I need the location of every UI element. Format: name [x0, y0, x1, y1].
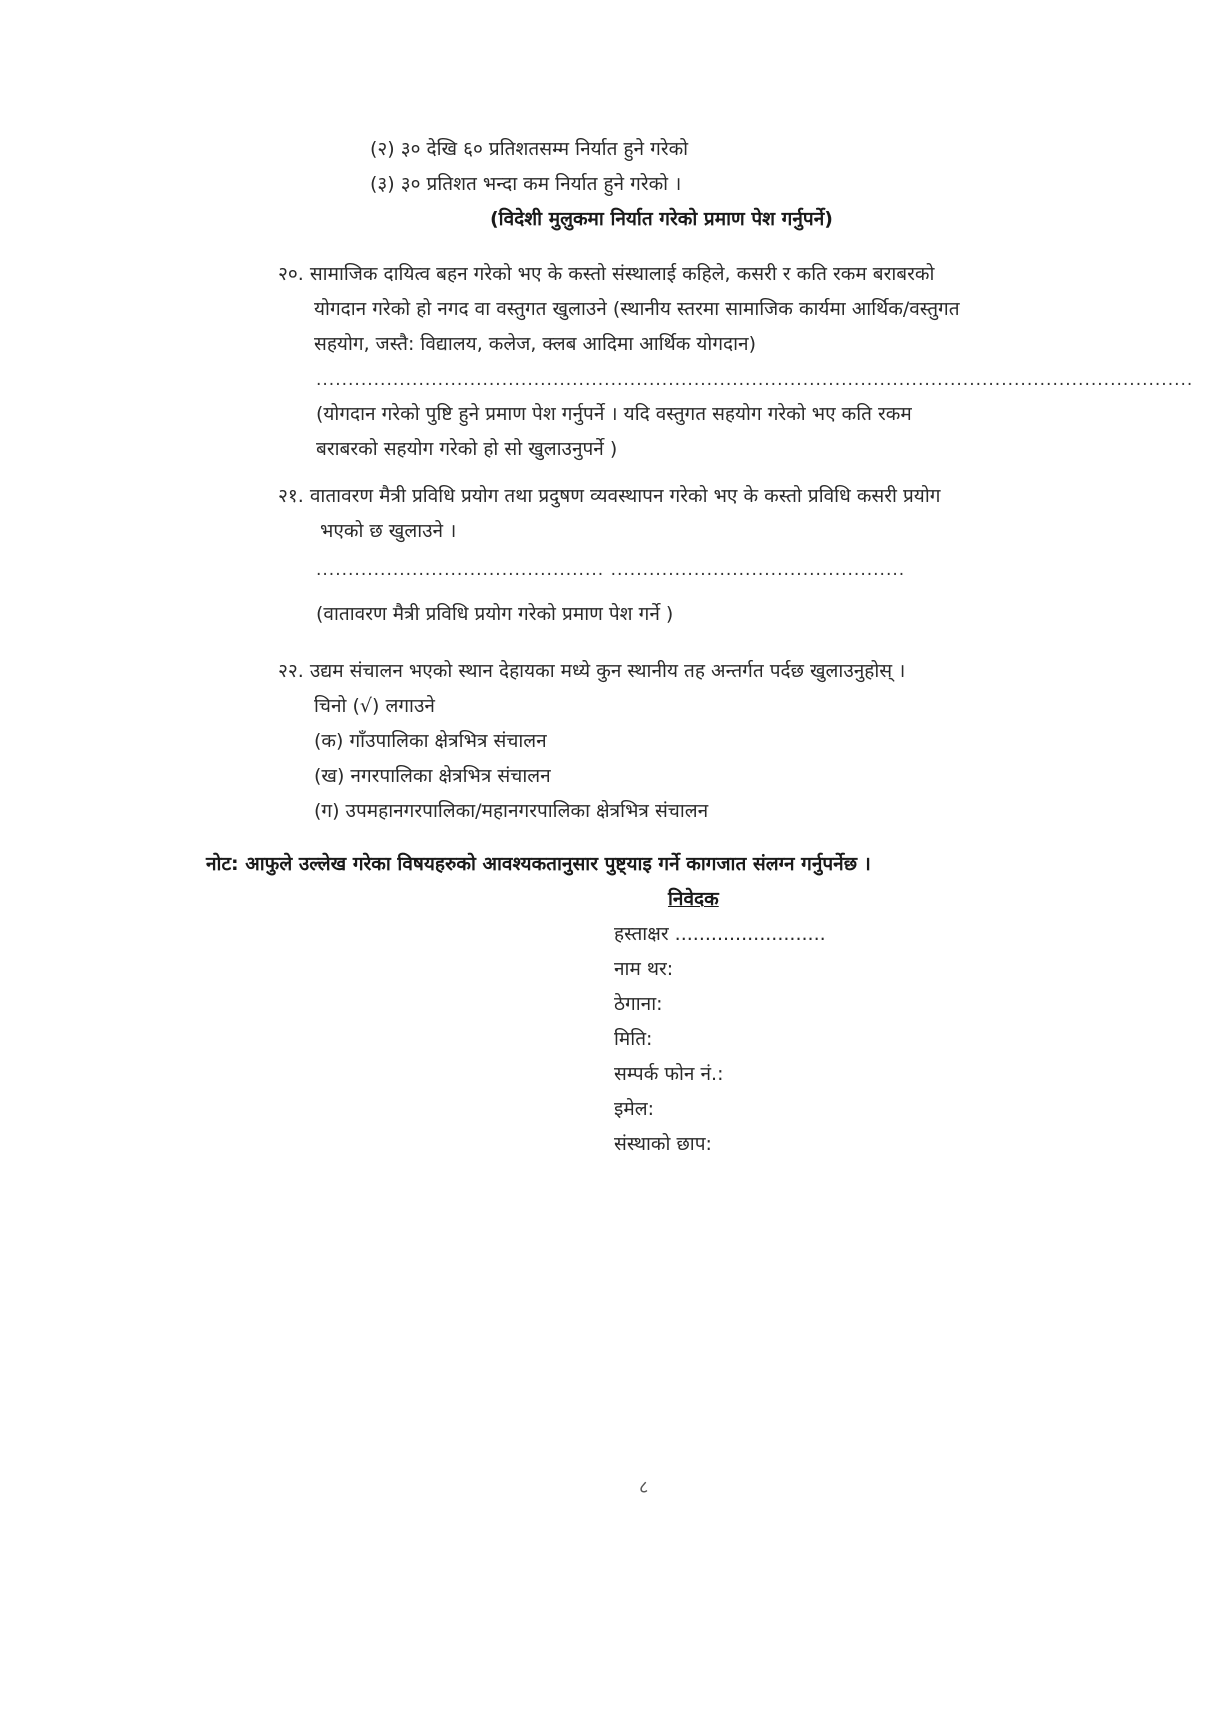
q22-option-c: (ग) उपमहानगरपालिका/महानगरपालिका क्षेत्रभित्र संचालन [314, 800, 709, 822]
q22-line-1: २२. उद्यम संचालन भएको स्थान देहायका मध्ये कुन स्थानीय तह अन्तर्गत पर्दछ खुलाउनुहोस् । [278, 660, 906, 682]
q20-line-3: सहयोग, जस्तै: विद्यालय, कलेज, क्लब आदिमा आर्थिक योगदान) [314, 333, 757, 355]
export-proof-note: (विदेशी मुलुकमा निर्यात गरेको प्रमाण पेश गर्नुपर्ने) [490, 208, 833, 230]
q21-line-1: २१. वातावरण मैत्री प्रविधि प्रयोग तथा प्रदुषण व्यवस्थापन गरेको भए के कस्तो प्रविधि कसरी प्रयोग [278, 485, 941, 507]
q21-note: (वातावरण मैत्री प्रविधि प्रयोग गरेको प्रमाण पेश गर्ने ) [316, 603, 674, 625]
q20-note-line-2: बराबरको सहयोग गरेको हो सो खुलाउनुपर्ने ) [316, 438, 618, 460]
page-number: ८ [639, 1477, 649, 1498]
q20-line-1: २०. सामाजिक दायित्व बहन गरेको भए के कस्तो संस्थालाई कहिले, कसरी र कति रकम बराबरको [278, 263, 935, 285]
footnote: नोट: आफुले उल्लेख गरेका विषयहरुको आवश्यकतानुसार पुष्ट्याइ गर्ने कागजात संलग्न गर्नुपर्नेछ । [206, 853, 871, 875]
applicant-phone: सम्पर्क फोन नं.: [614, 1063, 724, 1085]
q20-line-2: योगदान गरेको हो नगद वा वस्तुगत खुलाउने (स्थानीय स्तरमा सामाजिक कार्यमा आर्थिक/वस्तुगत [314, 298, 960, 320]
applicant-email: इमेल: [614, 1098, 654, 1120]
q21-line-2: भएको छ खुलाउने । [320, 520, 457, 542]
applicant-signature: हस्ताक्षर ......................... [614, 923, 826, 945]
q20-note-line-1: (योगदान गरेको पुष्टि हुने प्रमाण पेश गर्नुपर्ने । यदि वस्तुगत सहयोग गरेको भए कति रकम [316, 403, 912, 425]
q21-answer-line: ............................................. .............................................. [316, 560, 906, 580]
applicant-address: ठेगाना: [614, 993, 663, 1015]
export-option-3: (३) ३० प्रतिशत भन्दा कम निर्यात हुने गरेको । [370, 173, 682, 195]
q20-answer-line: ......................................................................................................................................... [316, 370, 1194, 390]
applicant-date: मिति: [614, 1028, 653, 1050]
q22-line-2: चिनो (√) लगाउने [314, 695, 435, 717]
q22-option-a: (क) गाँउपालिका क्षेत्रभित्र संचालन [314, 730, 547, 752]
applicant-heading: निवेदक [668, 888, 719, 910]
applicant-name: नाम थर: [614, 958, 674, 980]
applicant-stamp: संस्थाको छाप: [614, 1133, 712, 1155]
export-option-2: (२) ३० देखि ६० प्रतिशतसम्म निर्यात हुने गरेको [370, 138, 689, 160]
q22-option-b: (ख) नगरपालिका क्षेत्रभित्र संचालन [314, 765, 551, 787]
